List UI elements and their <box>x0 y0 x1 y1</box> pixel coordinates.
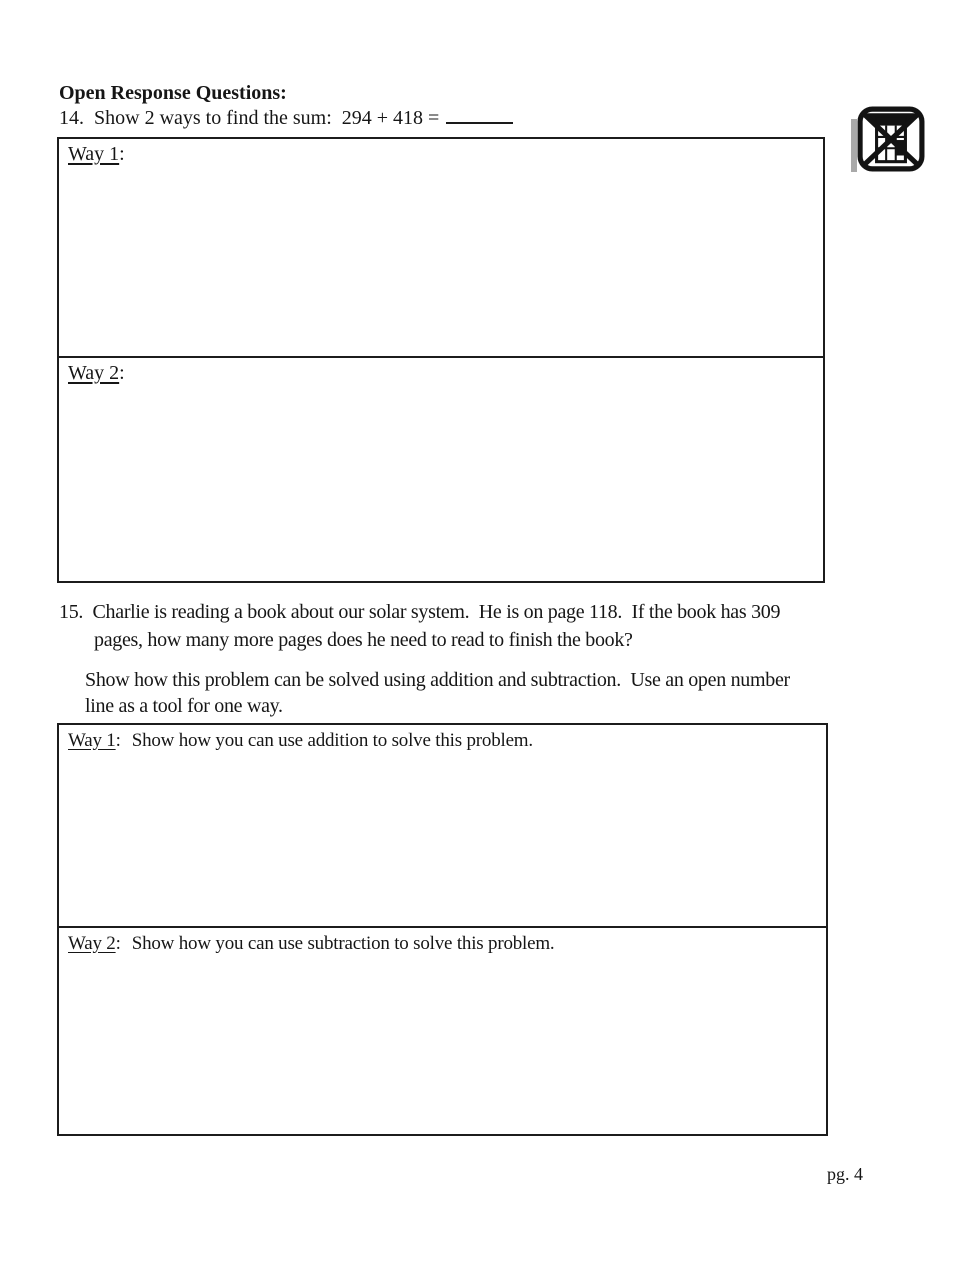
q15-way2-heading <box>68 931 817 956</box>
question-15-prompt <box>59 598 780 654</box>
q15-way1-colon: : <box>115 730 121 751</box>
q15-way2-answer-area[interactable] <box>59 928 826 1132</box>
crossed-grid-image-placeholder-icon <box>857 106 925 172</box>
question-15-line-1: 15. Charlie is reading a book about our solar system. He is on page 118. If the book has 309 <box>59 601 781 623</box>
question-15-instructions <box>85 667 790 719</box>
q14-way2-colon: : <box>119 362 125 384</box>
q15-way1-heading <box>68 728 817 753</box>
q15-answer-box <box>57 723 828 1136</box>
q14-way2-answer-area[interactable] <box>59 358 823 579</box>
q14-way2-heading <box>68 361 814 386</box>
q15-instruction-line-1: Show how this problem can be solved using addition and subtraction. Use an open number <box>85 669 790 691</box>
page-number: pg. 4 <box>827 1164 863 1184</box>
q15-way1-label: Way 1 <box>68 730 116 751</box>
q15-instruction-line-2: line as a tool for one way. <box>85 695 283 717</box>
question-14-prompt <box>59 106 513 130</box>
q14-way2-label: Way 2 <box>68 362 120 384</box>
q15-way2-instruction: Show how you can use subtraction to solve this problem. <box>131 933 555 954</box>
q14-way1-colon: : <box>119 143 125 165</box>
q15-way2-label: Way 2 <box>68 933 116 954</box>
q14-answer-box <box>57 137 825 583</box>
q14-way1-answer-area[interactable] <box>59 139 823 358</box>
question-14-text: 14. Show 2 ways to find the sum: 294 + 418 = <box>59 107 440 129</box>
q15-way1-instruction: Show how you can use addition to solve this problem. <box>131 730 533 751</box>
q14-way1-label: Way 1 <box>68 143 120 165</box>
q15-way1-answer-area[interactable] <box>59 725 826 928</box>
q14-sum-answer-blank[interactable] <box>446 108 513 124</box>
q14-way1-heading <box>68 142 814 167</box>
q15-way2-colon: : <box>115 933 121 954</box>
page-title: Open Response Questions: <box>59 82 287 104</box>
question-15-line-2: pages, how many more pages does he need to read to finish the book? <box>94 629 633 651</box>
image-placeholder <box>850 105 926 175</box>
